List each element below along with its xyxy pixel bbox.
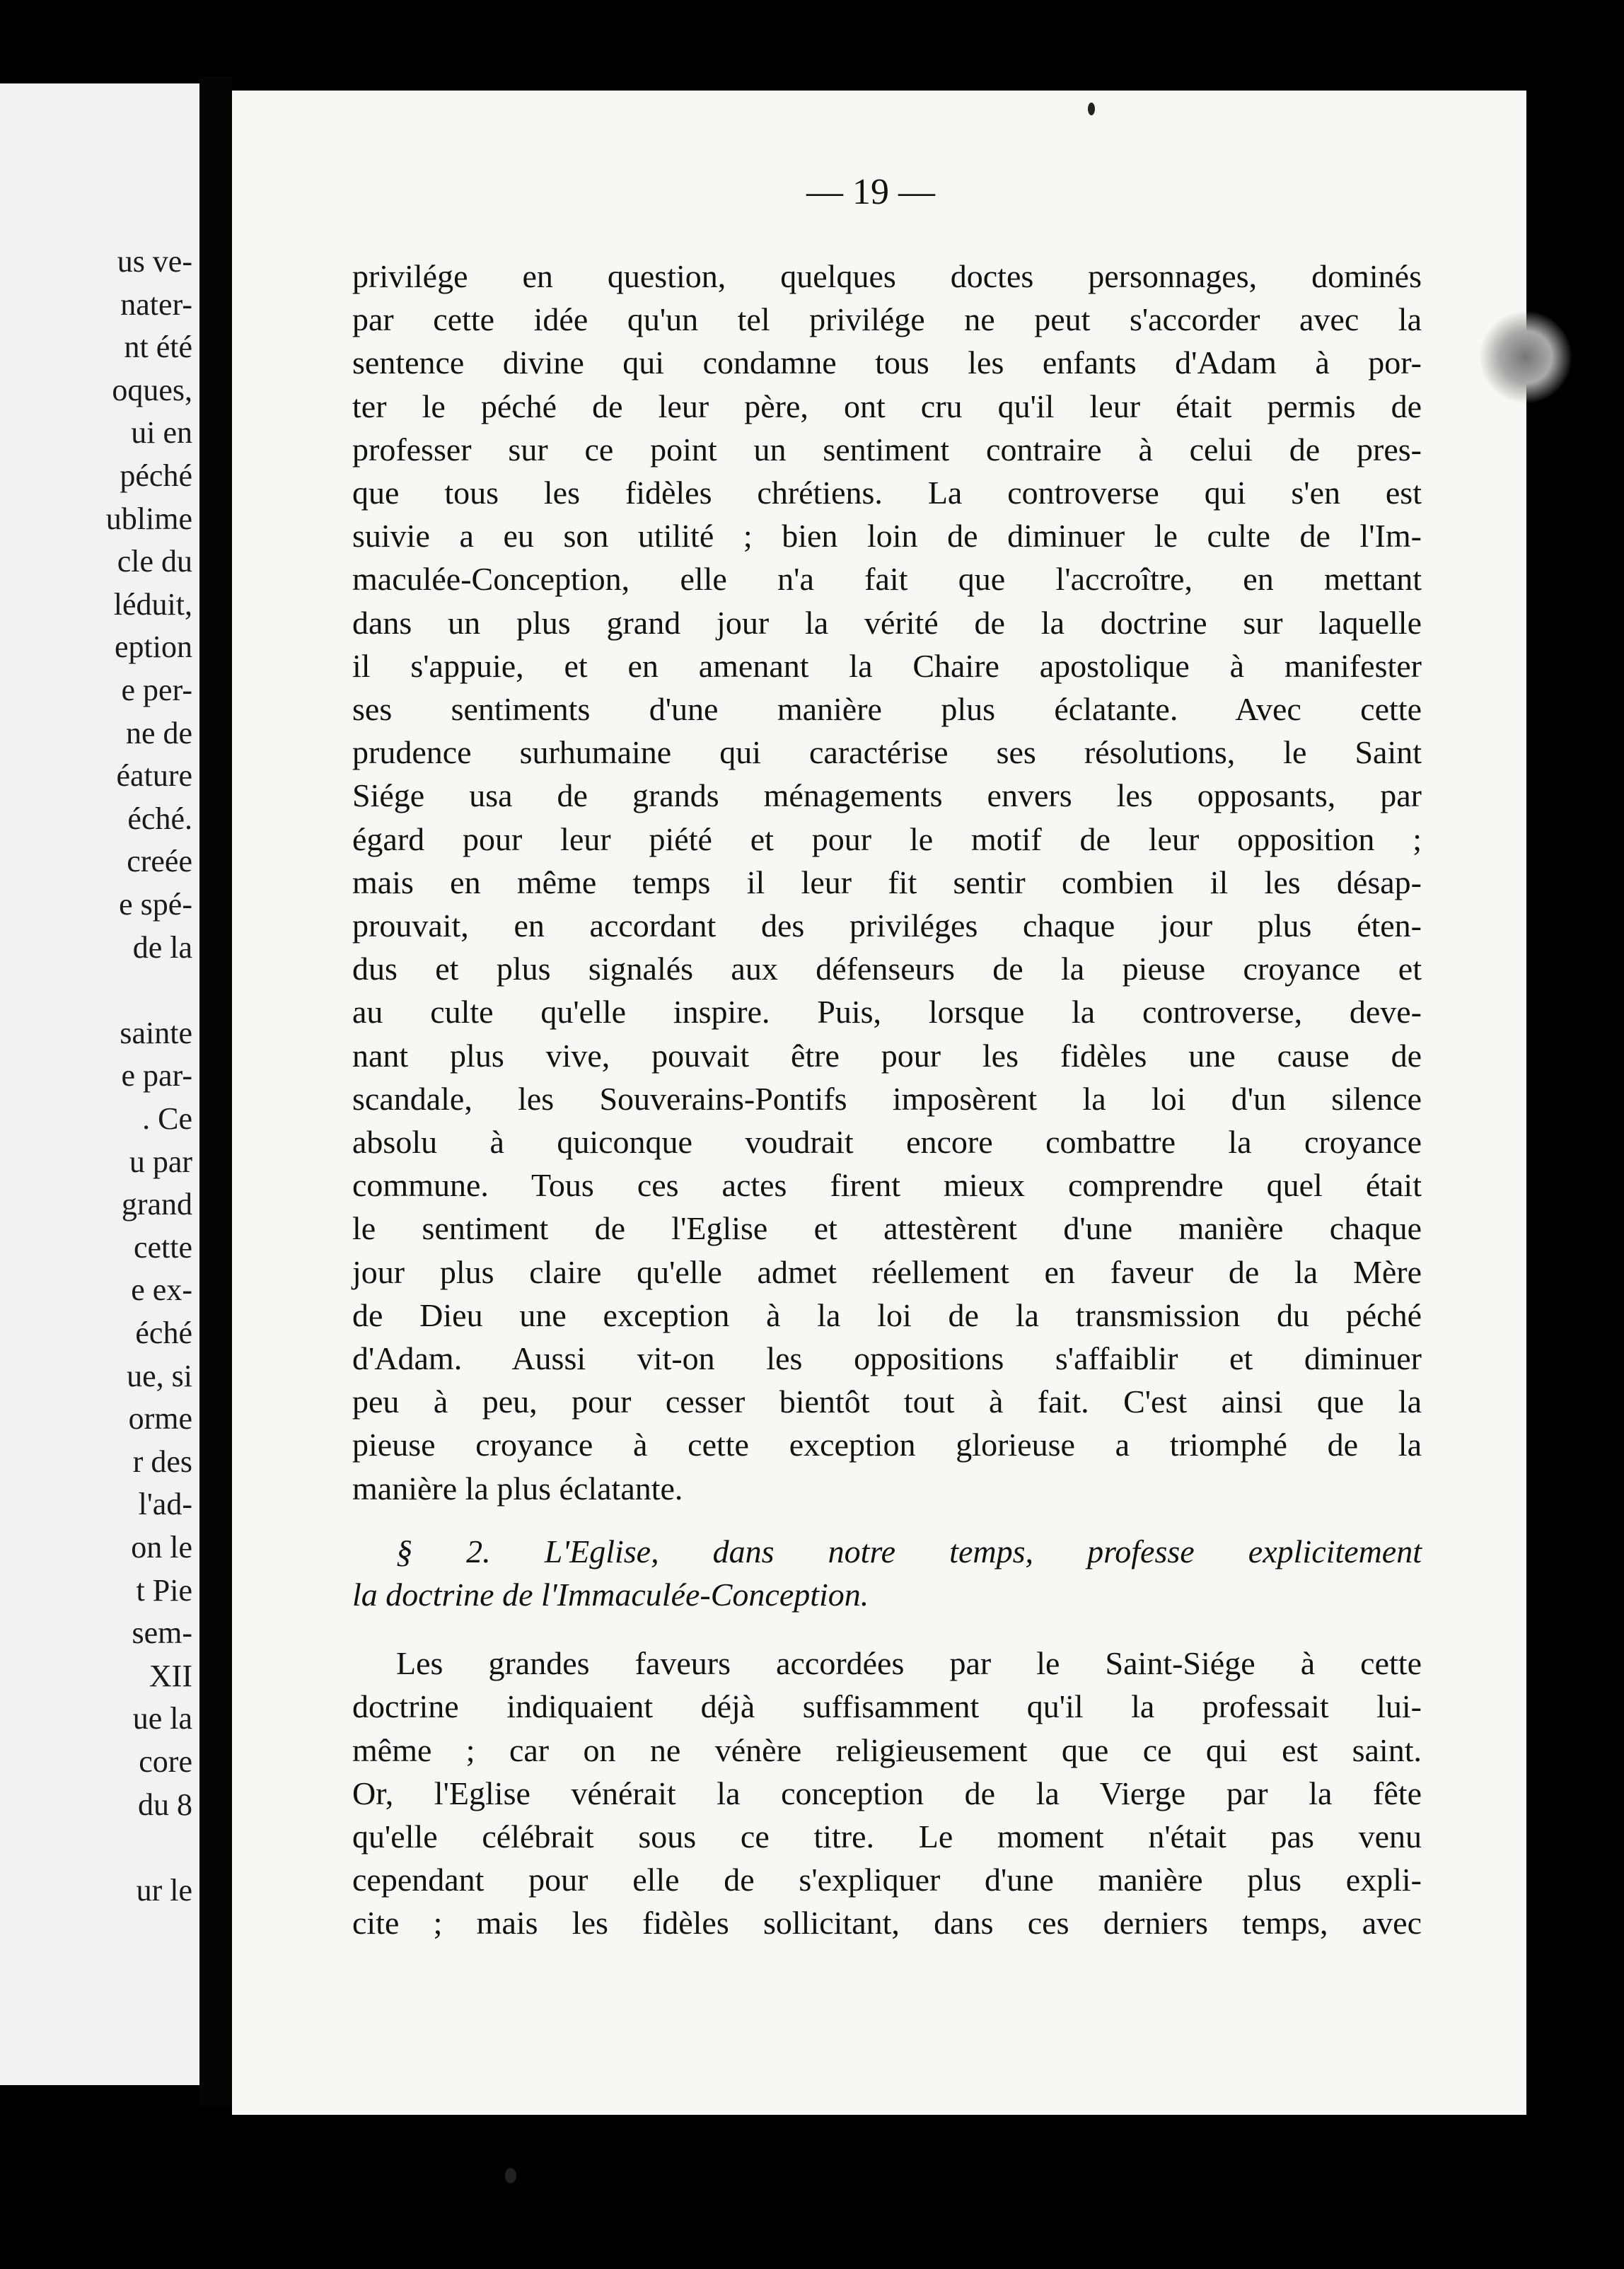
- left-page-line: cle du: [117, 544, 192, 579]
- left-page-line: ublime: [105, 501, 192, 536]
- left-page-line: on le: [131, 1530, 192, 1565]
- left-page-line: e ex-: [131, 1272, 192, 1308]
- body-text-line: maculée-Conception, elle n'a fait que l'accroître, en mettant: [352, 561, 1422, 598]
- body-text-line: nant plus vive, pouvait être pour les fidèles une cause de: [352, 1037, 1422, 1074]
- left-page-line: de la: [132, 929, 192, 965]
- body-text-line: professer sur ce point un sentiment contraire à celui de pres-: [352, 431, 1422, 468]
- body-text-line: il s'appuie, et en amenant la Chaire apostolique à manifester: [352, 647, 1422, 684]
- left-page-line: nt été: [124, 330, 192, 365]
- body-text-line: pieuse croyance à cette exception glorieuse a triomphé de la: [352, 1427, 1422, 1463]
- body-text-line: jour plus claire qu'elle admet réellement en faveur de la Mère: [352, 1253, 1422, 1290]
- body-text-line: le sentiment de l'Eglise et attestèrent d'une manière chaque: [352, 1210, 1422, 1247]
- left-page-line: orme: [128, 1401, 192, 1437]
- paragraph-line: cite ; mais les fidèles sollicitant, dans ces derniers temps, avec: [352, 1905, 1422, 1942]
- left-page-line: XII: [149, 1658, 192, 1693]
- left-page-line: u par: [129, 1144, 192, 1179]
- body-text-line: peu à peu, pour cesser bientôt tout à fait. C'est ainsi que la: [352, 1383, 1422, 1420]
- left-page-line: nater-: [120, 286, 192, 322]
- body-text-line: ses sentiments d'une manière plus éclatante. Avec cette: [352, 691, 1422, 727]
- left-page-line: r des: [132, 1444, 192, 1479]
- body-text-line: suivie a eu son utilité ; bien loin de diminuer le culte de l'Im-: [352, 518, 1422, 555]
- paragraph-line: Or, l'Eglise vénérait la conception de la Vierge par la fête: [352, 1775, 1422, 1811]
- body-text-line: que tous les fidèles chrétiens. La controverse qui s'en est: [352, 475, 1422, 511]
- body-text-line: scandale, les Souverains-Pontifs imposèrent la loi d'un silence: [352, 1080, 1422, 1117]
- left-page-line: . Ce: [142, 1101, 192, 1136]
- left-page-line: e par-: [121, 1058, 192, 1093]
- paragraph-line: Les grandes faveurs accordées par le Saint-Siége à cette: [396, 1645, 1422, 1682]
- paragraph-line: même ; car on ne vénère religieusement que ce qui est saint.: [352, 1731, 1422, 1768]
- body-text-line: privilége en question, quelques doctes personnages, dominés: [352, 258, 1422, 294]
- body-text-line: de Dieu une exception à la loi de la transmission du péché: [352, 1296, 1422, 1333]
- paragraph-line: doctrine indiquaient déjà suffisamment qu'il la professait lui-: [352, 1688, 1422, 1725]
- left-page-line: éché: [135, 1316, 192, 1350]
- left-page-line: creée: [127, 844, 192, 879]
- book-gutter: [199, 76, 232, 2106]
- left-page-line: e per-: [121, 673, 192, 707]
- left-page-fragment: [0, 83, 199, 2085]
- left-page-line: oques,: [112, 372, 192, 407]
- body-text-line: d'Adam. Aussi vit-on les oppositions s'affaiblir et diminuer: [352, 1340, 1422, 1376]
- left-page-line: e spé-: [119, 887, 192, 922]
- body-text-line: prudence surhumaine qui caractérise ses résolutions, le Saint: [352, 734, 1422, 771]
- body-text-line: au culte qu'elle inspire. Puis, lorsque la controverse, deve-: [352, 994, 1422, 1031]
- ink-speck: [505, 2168, 516, 2183]
- left-page-line: eption: [115, 629, 192, 665]
- body-text-line: dus et plus signalés aux défenseurs de la pieuse croyance et: [352, 951, 1422, 987]
- left-page-line: ue, si: [127, 1358, 192, 1393]
- left-page-line: grand: [121, 1187, 192, 1222]
- left-page-line: sem-: [132, 1615, 192, 1651]
- left-page-line: ui en: [131, 415, 192, 451]
- body-text-line: mais en même temps il leur fit sentir combien il les désap-: [352, 864, 1422, 900]
- body-text-line: manière la plus éclatante.: [352, 1470, 683, 1507]
- body-text-line: prouvait, en accordant des priviléges chaque jour plus éten-: [352, 907, 1422, 944]
- body-text-line: commune. Tous ces actes firent mieux comprendre quel était: [352, 1167, 1422, 1204]
- paragraph-line: cependant pour elle de s'expliquer d'une manière plus expli-: [352, 1862, 1422, 1898]
- body-text-line: ter le péché de leur père, ont cru qu'il leur était permis de: [352, 388, 1422, 424]
- left-page-line: péché: [120, 458, 192, 493]
- left-page-line: l'ad-: [138, 1487, 192, 1522]
- left-page-line: cette: [133, 1229, 192, 1265]
- left-page-line: core: [139, 1744, 192, 1779]
- page-number: — 19 —: [806, 172, 935, 212]
- paragraph-line: qu'elle célébrait sous ce titre. Le moment n'était pas venu: [352, 1818, 1422, 1855]
- left-page-line: ue la: [132, 1701, 192, 1736]
- ink-speck: [1088, 103, 1095, 115]
- left-page-line: éature: [116, 758, 192, 794]
- left-page-line: éché.: [127, 801, 192, 836]
- left-page-line: us ve-: [117, 244, 192, 279]
- body-text-line: sentence divine qui condamne tous les enfants d'Adam à por-: [352, 344, 1422, 381]
- section-heading-line: la doctrine de l'Immaculée-Conception.: [352, 1577, 869, 1613]
- left-page-line: ur le: [136, 1872, 192, 1908]
- section-heading-line: § 2. L'Eglise, dans notre temps, professe explicitement: [396, 1533, 1422, 1569]
- body-text-line: Siége usa de grands ménagements envers les opposants, par: [352, 777, 1422, 814]
- left-page-line: du 8: [138, 1787, 192, 1822]
- body-text-line: par cette idée qu'un tel privilége ne peut s'accorder avec la: [352, 301, 1422, 338]
- left-page-line: sainte: [120, 1015, 192, 1050]
- left-page-line: léduit,: [113, 586, 192, 622]
- page-smudge: [1480, 311, 1572, 403]
- body-text-line: égard pour leur piété et pour le motif de leur opposition ;: [352, 820, 1422, 857]
- left-page-line: ne de: [125, 715, 192, 750]
- left-page-line: t Pie: [136, 1572, 192, 1608]
- body-text-line: dans un plus grand jour la vérité de la doctrine sur laquelle: [352, 604, 1422, 641]
- body-text-line: absolu à quiconque voudrait encore combattre la croyance: [352, 1124, 1422, 1160]
